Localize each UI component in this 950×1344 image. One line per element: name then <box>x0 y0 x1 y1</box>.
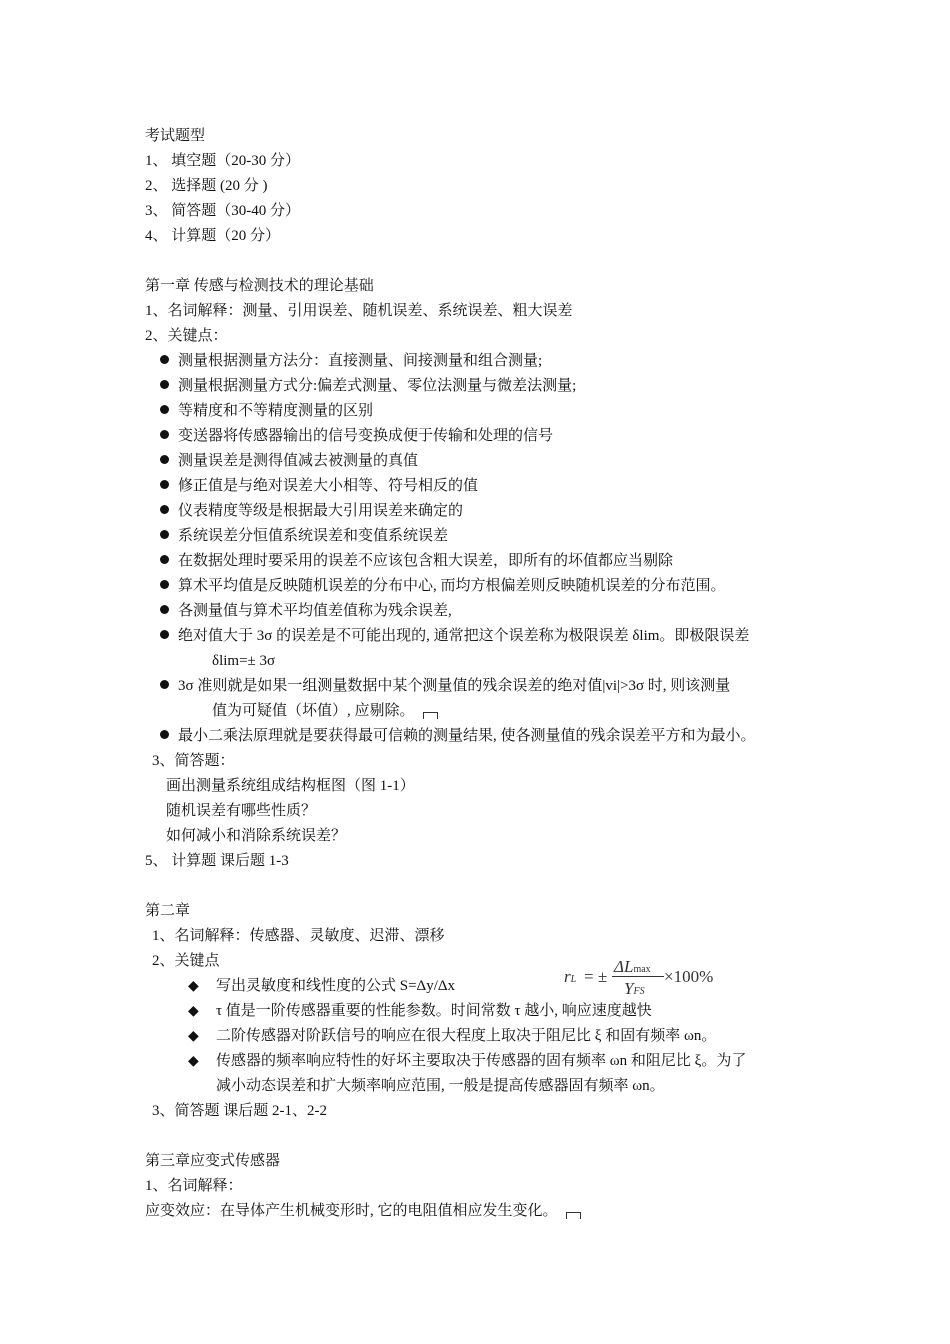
chapter3-terms-heading: 1、名词解释： <box>145 1178 243 1194</box>
chapter2-point: ◆ τ 值是一阶传感器重要的性能参数。时间常数 τ 越小, 响应速度越快 <box>188 999 652 1024</box>
chapter1-point: 测量根据测量方法分：直接测量、间接测量和组合测量; <box>160 349 542 374</box>
diamond-bullet-icon: ◆ <box>188 979 199 994</box>
chapter2-key-heading: 2、关键点 <box>152 953 220 969</box>
chapter2-point: ◆ 二阶传感器对阶跃信号的响应在很大程度上取决于阻尼比 ξ 和固有频率 ωn。 <box>188 1024 716 1049</box>
diamond-bullet-icon: ◆ <box>188 1004 199 1019</box>
chapter1-terms: 1、名词解释：测量、引用误差、随机误差、系统误差、粗大误差 <box>145 303 573 319</box>
chapter1-qa-item: 随机误差有哪些性质？ <box>166 803 317 819</box>
bullet-icon <box>160 530 169 539</box>
chapter2-qa: 3、简答题 课后题 2-1、2-2 <box>152 1103 327 1119</box>
chapter1-point: 在数据处理时要采用的误差不应该包含粗大误差，即所有的坏值都应当剔除 <box>160 549 673 574</box>
chapter3-title: 第三章应变式传感器 <box>145 1153 281 1169</box>
linearity-formula: rL = ± ΔLmax YFS ×100% <box>564 957 714 998</box>
chapter1-title: 第一章 传感与检测技术的理论基础 <box>145 278 374 294</box>
paragraph-mark-icon <box>566 1212 581 1219</box>
chapter1-point-continuation: δlim=± 3σ <box>212 653 276 669</box>
diamond-bullet-icon: ◆ <box>188 1054 199 1069</box>
bullet-icon <box>160 580 169 589</box>
bullet-icon <box>160 380 169 389</box>
chapter1-point: 测量误差是测得值减去被测量的真值 <box>160 449 418 474</box>
bullet-icon <box>160 455 169 464</box>
chapter1-point: 修正值是与绝对误差大小相等、符号相反的值 <box>160 474 478 499</box>
chapter3-strain-effect: 应变效应：在导体产生机械变形时, 它的电阻值相应发生变化。 <box>145 1199 581 1224</box>
bullet-icon <box>160 555 169 564</box>
chapter2-point-continuation: 减小动态误差和扩大频率响应范围, 一般是提高传感器固有频率 ωn。 <box>216 1078 665 1094</box>
exam-item: 2、 选择题 (20 分 ) <box>145 178 268 194</box>
chapter1-point: 绝对值大于 3σ 的误差是不可能出现的, 通常把这个误差称为极限误差 δlim。即极限误差 <box>160 624 749 649</box>
bullet-icon <box>160 630 169 639</box>
chapter1-point-continuation: 值为可疑值（坏值）, 应剔除。 <box>212 699 438 724</box>
paragraph-mark-icon <box>423 712 438 719</box>
bullet-icon <box>160 605 169 614</box>
chapter1-point: 等精度和不等精度测量的区别 <box>160 399 373 424</box>
chapter2-terms: 1、名词解释：传感器、灵敏度、迟滞、漂移 <box>152 928 445 944</box>
exam-title: 考试题型 <box>145 128 206 144</box>
diamond-bullet-icon: ◆ <box>188 1029 199 1044</box>
chapter1-qa-heading: 3、简答题： <box>152 753 235 769</box>
bullet-icon <box>160 480 169 489</box>
chapter1-calc: 5、 计算题 课后题 1-3 <box>145 853 289 869</box>
chapter1-point: 算术平均值是反映随机误差的分布中心, 而均方根偏差则反映随机误差的分布范围。 <box>160 574 726 599</box>
chapter1-point: 各测量值与算术平均值差值称为残余误差, <box>160 599 452 624</box>
bullet-icon <box>160 505 169 514</box>
chapter1-point: 最小二乘法原理就是要获得最可信赖的测量结果, 使各测量值的残余误差平方和为最小。 <box>160 724 756 749</box>
bullet-icon <box>160 680 169 689</box>
exam-item: 1、 填空题（20-30 分） <box>145 153 300 169</box>
chapter1-point: 测量根据测量方式分:偏差式测量、零位法测量与微差法测量; <box>160 374 576 399</box>
exam-item: 4、 计算题（20 分） <box>145 228 281 244</box>
chapter2-title: 第二章 <box>145 903 191 919</box>
chapter1-qa-item: 画出测量系统组成结构框图（图 1-1） <box>166 778 415 794</box>
chapter1-point: 系统误差分恒值系统误差和变值系统误差 <box>160 524 448 549</box>
exam-item: 3、 简答题（30-40 分） <box>145 203 300 219</box>
bullet-icon <box>160 730 169 739</box>
bullet-icon <box>160 430 169 439</box>
chapter1-qa-item: 如何减小和消除系统误差？ <box>166 828 347 844</box>
bullet-icon <box>160 355 169 364</box>
chapter1-point: 仪表精度等级是根据最大引用误差来确定的 <box>160 499 463 524</box>
bullet-icon <box>160 405 169 414</box>
chapter1-key-heading: 2、关键点： <box>145 328 228 344</box>
chapter2-point: ◆ 传感器的频率响应特性的好坏主要取决于传感器的固有频率 ωn 和阻尼比 ξ。为了 <box>188 1049 746 1074</box>
chapter1-point: 变送器将传感器输出的信号变换成便于传输和处理的信号 <box>160 424 553 449</box>
chapter2-point: ◆ 写出灵敏度和线性度的公式 S=Δy/Δx <box>188 974 455 999</box>
chapter1-point: 3σ 准则就是如果一组测量数据中某个测量值的残余误差的绝对值|vi|>3σ 时, 则该测量 <box>160 674 730 699</box>
